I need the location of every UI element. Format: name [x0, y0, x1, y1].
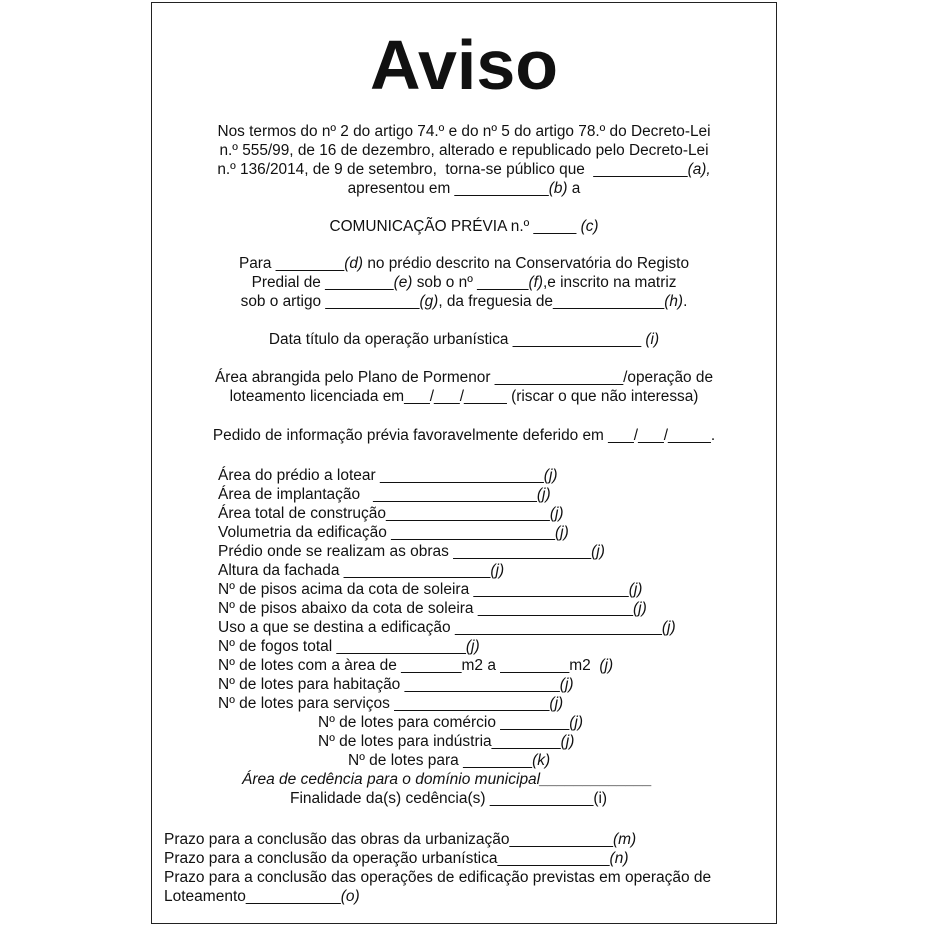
field-row: Nº de lotes com a àrea de _______m2 a ________m2 (j) — [218, 657, 614, 674]
field-row: Área do prédio a lotear ___________________(j) — [218, 467, 558, 484]
field-row: Nº de lotes para comércio ________(j) — [318, 714, 584, 731]
field-row: Altura da fachada _________________(j) — [218, 562, 505, 579]
intro-line-2: n.º 555/99, de 16 de dezembro, alterado e republicado pelo Decreto-Lei — [219, 142, 709, 159]
page-title: Aviso — [369, 26, 559, 104]
field-row: Área total de construção___________________(j) — [218, 505, 564, 522]
field-row: Nº de lotes para ________(k) — [348, 752, 551, 769]
prazo-row: Prazo para a conclusão das obras da urbanização____________(m) — [164, 831, 637, 848]
field-row: Finalidade da(s) cedência(s) ____________(i) — [290, 790, 608, 807]
notice-sheet — [151, 2, 777, 924]
predio-line-1: Para ________(d) no prédio descrito na Conservatória do Registo — [238, 255, 690, 272]
intro-line-4: apresentou em ___________(b) a — [347, 180, 581, 197]
area-plano-line-2: loteamento licenciada em___/___/_____ (riscar o que não interessa) — [229, 388, 699, 405]
area-plano-line-1: Área abrangida pelo Plano de Pormenor _______________/operação de — [214, 369, 714, 386]
field-row: Prédio onde se realizam as obras ________________(j) — [218, 543, 605, 560]
field-row: Uso a que se destina a edificação ________________________(j) — [218, 619, 676, 636]
field-row: Área de cedência para o domínio municipal_____________ — [242, 771, 653, 788]
field-row: Nº de lotes para habitação __________________(j) — [218, 676, 574, 693]
comunicacao-previa: COMUNICAÇÃO PRÉVIA n.º _____ (c) — [329, 218, 599, 235]
field-row: Nº de fogos total _______________(j) — [218, 638, 480, 655]
intro-line-1: Nos termos do nº 2 do artigo 74.º e do nº 5 do artigo 78.º do Decreto-Lei — [217, 123, 711, 140]
intro-line-3: n.º 136/2014, de 9 de setembro, torna-se público que ___________(a), — [217, 161, 711, 178]
field-row: Nº de lotes para serviços __________________(j) — [218, 695, 564, 712]
field-row: Volumetria da edificação ___________________(j) — [218, 524, 569, 541]
field-row: Nº de lotes para indústria________(j) — [318, 733, 575, 750]
predio-line-3: sob o artigo ___________(g), da freguesia de_____________(h). — [240, 293, 688, 310]
pedido-informacao: Pedido de informação prévia favoravelmente deferido em ___/___/_____. — [212, 427, 716, 444]
prazo-row: Loteamento___________(o) — [164, 888, 360, 905]
data-titulo: Data título da operação urbanística _______________ (i) — [268, 331, 660, 348]
field-row: Área de implantação ___________________(j) — [218, 486, 551, 503]
field-row: Nº de pisos abaixo da cota de soleira __________________(j) — [218, 600, 647, 617]
prazo-row: Prazo para a conclusão das operações de edificação previstas em operação de — [164, 869, 712, 886]
field-row: Nº de pisos acima da cota de soleira __________________(j) — [218, 581, 643, 598]
predio-line-2: Predial de ________(e) sob o nº ______(f),e inscrito na matriz — [251, 274, 677, 291]
prazo-row: Prazo para a conclusão da operação urbanística_____________(n) — [164, 850, 629, 867]
